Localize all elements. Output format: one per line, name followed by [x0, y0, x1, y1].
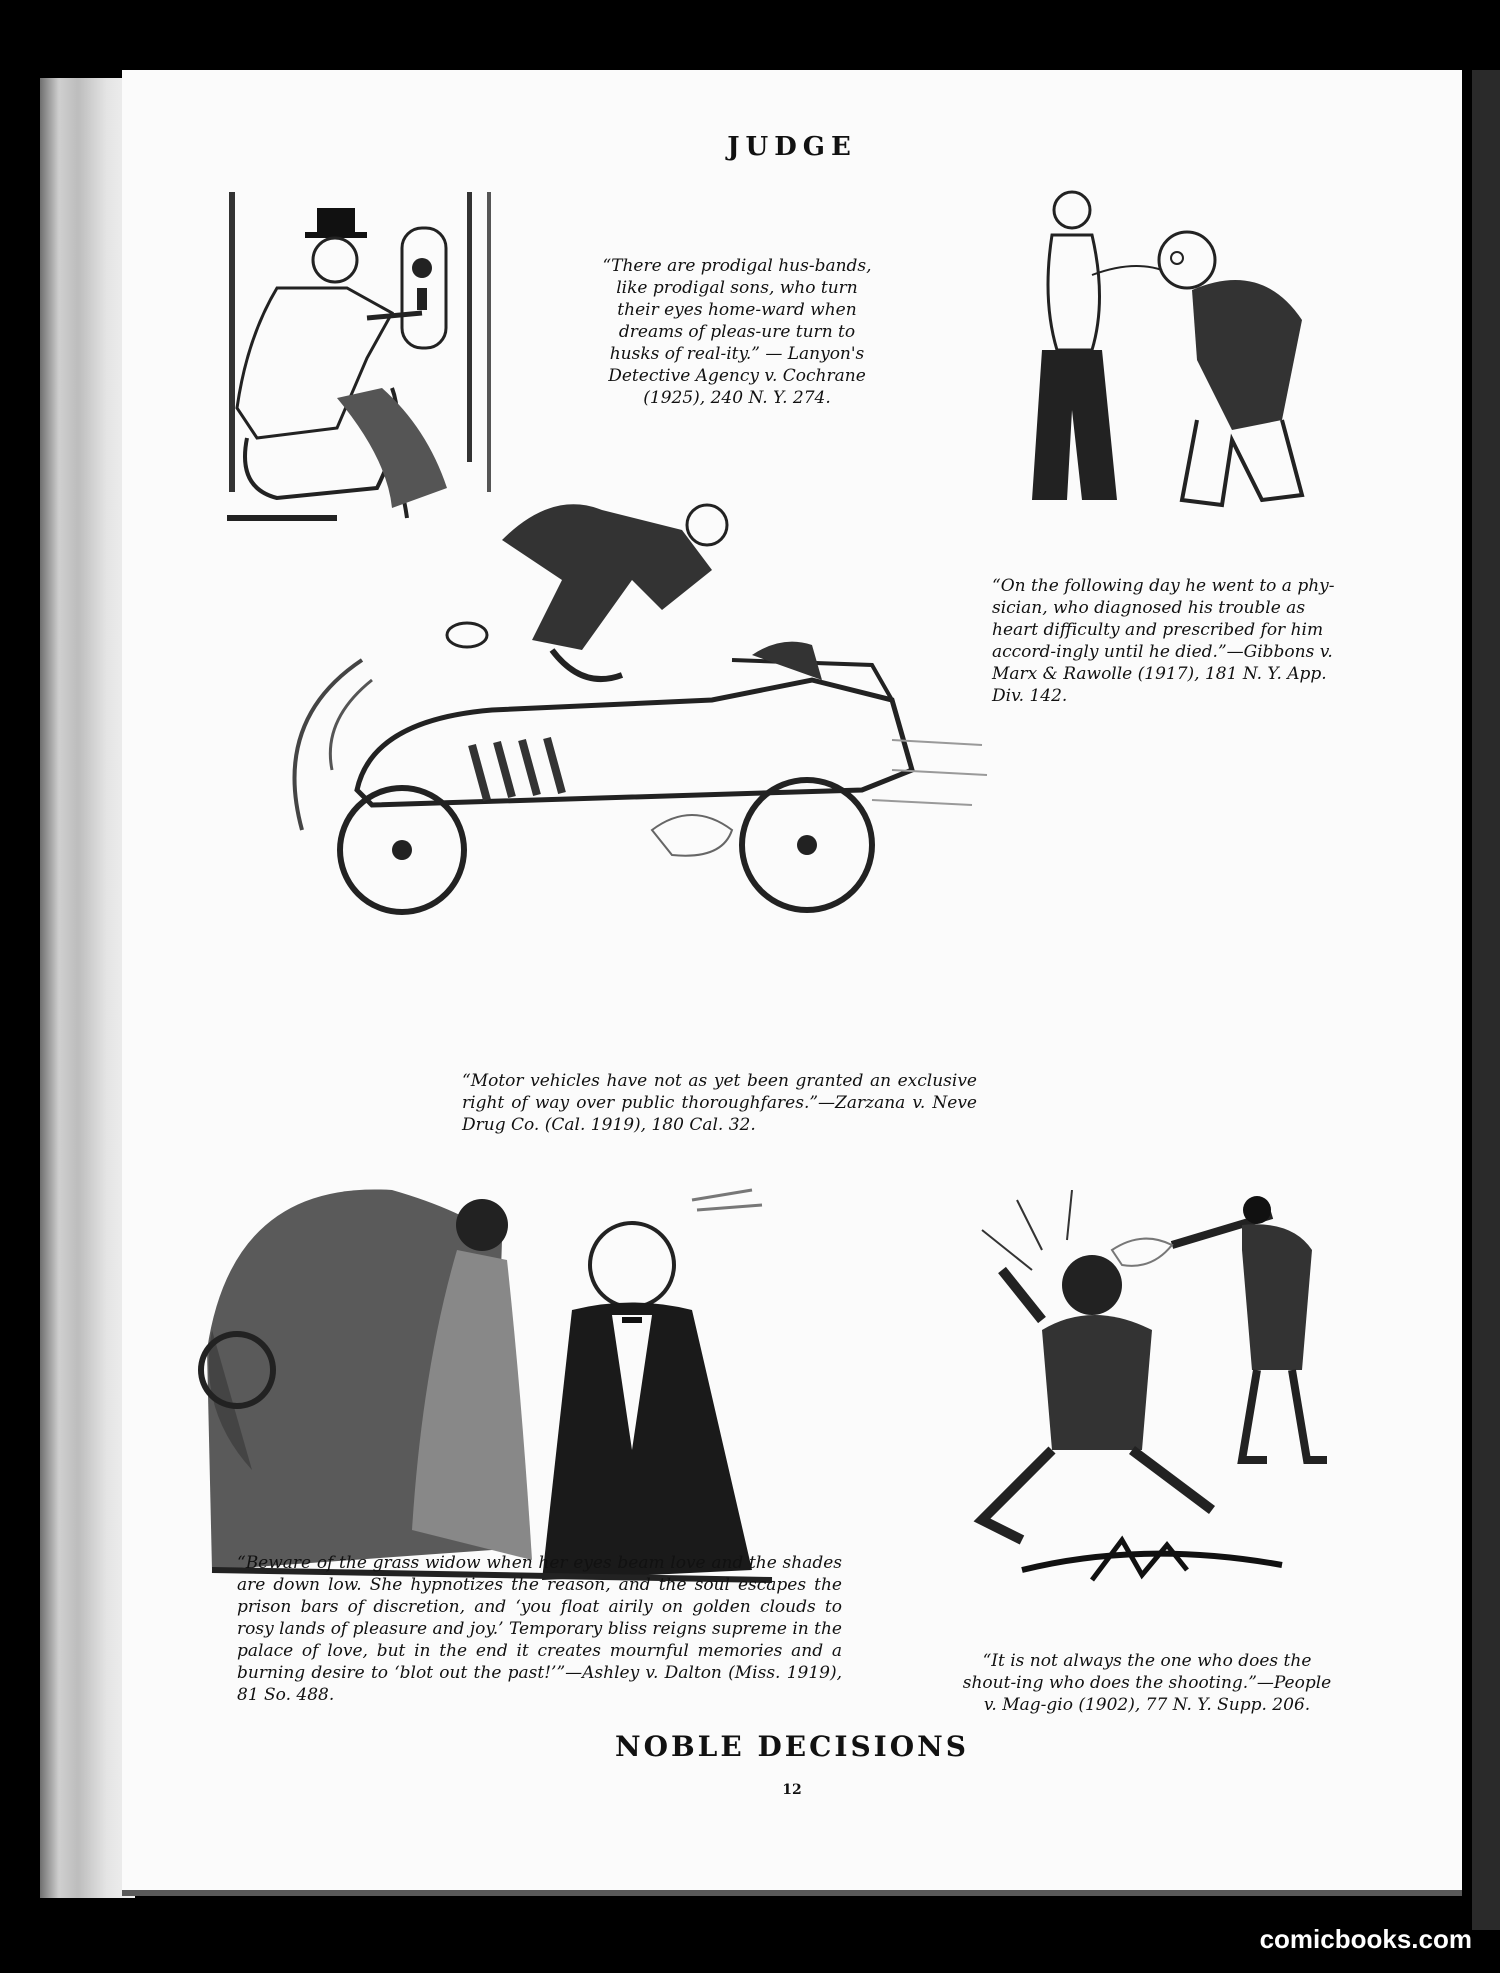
illustration-shouting-shooting: [942, 1190, 1392, 1590]
right-page-edge: [1472, 70, 1500, 1930]
caption-shooting: “It is not always the one who does the shout-ing who does the shooting.”—People v. Mag-gio (1902), 77 N. Y. Supp. 206.: [962, 1651, 1332, 1715]
watermark: comicbooks.com: [1259, 1924, 1472, 1954]
magazine-page: [122, 70, 1462, 1896]
caption-prodigal-husbands: “There are prodigal hus-bands, like prodigal sons, who turn their eyes home-ward when dreams of pleas-ure turn to husks of real-ity.” — Lanyon's Detective Agency v. Cochrane (1925), 240 N. Y. 274.: [602, 256, 872, 408]
caption-motor-vehicles: “Motor vehicles have not as yet been granted an exclusive right of way over public thoroughfares.”—Zarzana v. Neve Drug Co. (Cal. 1919), 180 Cal. 32.: [462, 1071, 977, 1135]
book-spine-edge: [40, 78, 135, 1898]
illustration-doctor-patient: [982, 180, 1322, 520]
page-title: NOBLE DECISIONS: [615, 1730, 969, 1763]
caption-physician: “On the following day he went to a phy-sician, who diagnosed his trouble as heart difficulty and prescribed for him accord-ingly until he died.”—Gibbons v. Marx & Rawolle (1917), 181 N. Y. App. Div. 142.: [992, 576, 1335, 706]
masthead: JUDGE: [727, 132, 857, 162]
caption-grass-widow: “Beware of the grass widow when her eyes beam love and the shades are down low. She hypnotizes the reason, and the soul escapes the prison bars of discretion, and ‘you float airily on golden clouds to rosy lands of pleasure and joy.’ Temporary bliss reigns supreme in the palace of love, but in the end it creates mournful memories and a burning desire to ‘blot out the past!’”—Ashley v. Dalton (Miss. 1919), 81 So. 488.: [237, 1553, 842, 1705]
illustration-speeding-car: [252, 470, 992, 920]
illustration-grass-widow: [192, 1150, 802, 1620]
page-number: 12: [782, 1782, 802, 1798]
